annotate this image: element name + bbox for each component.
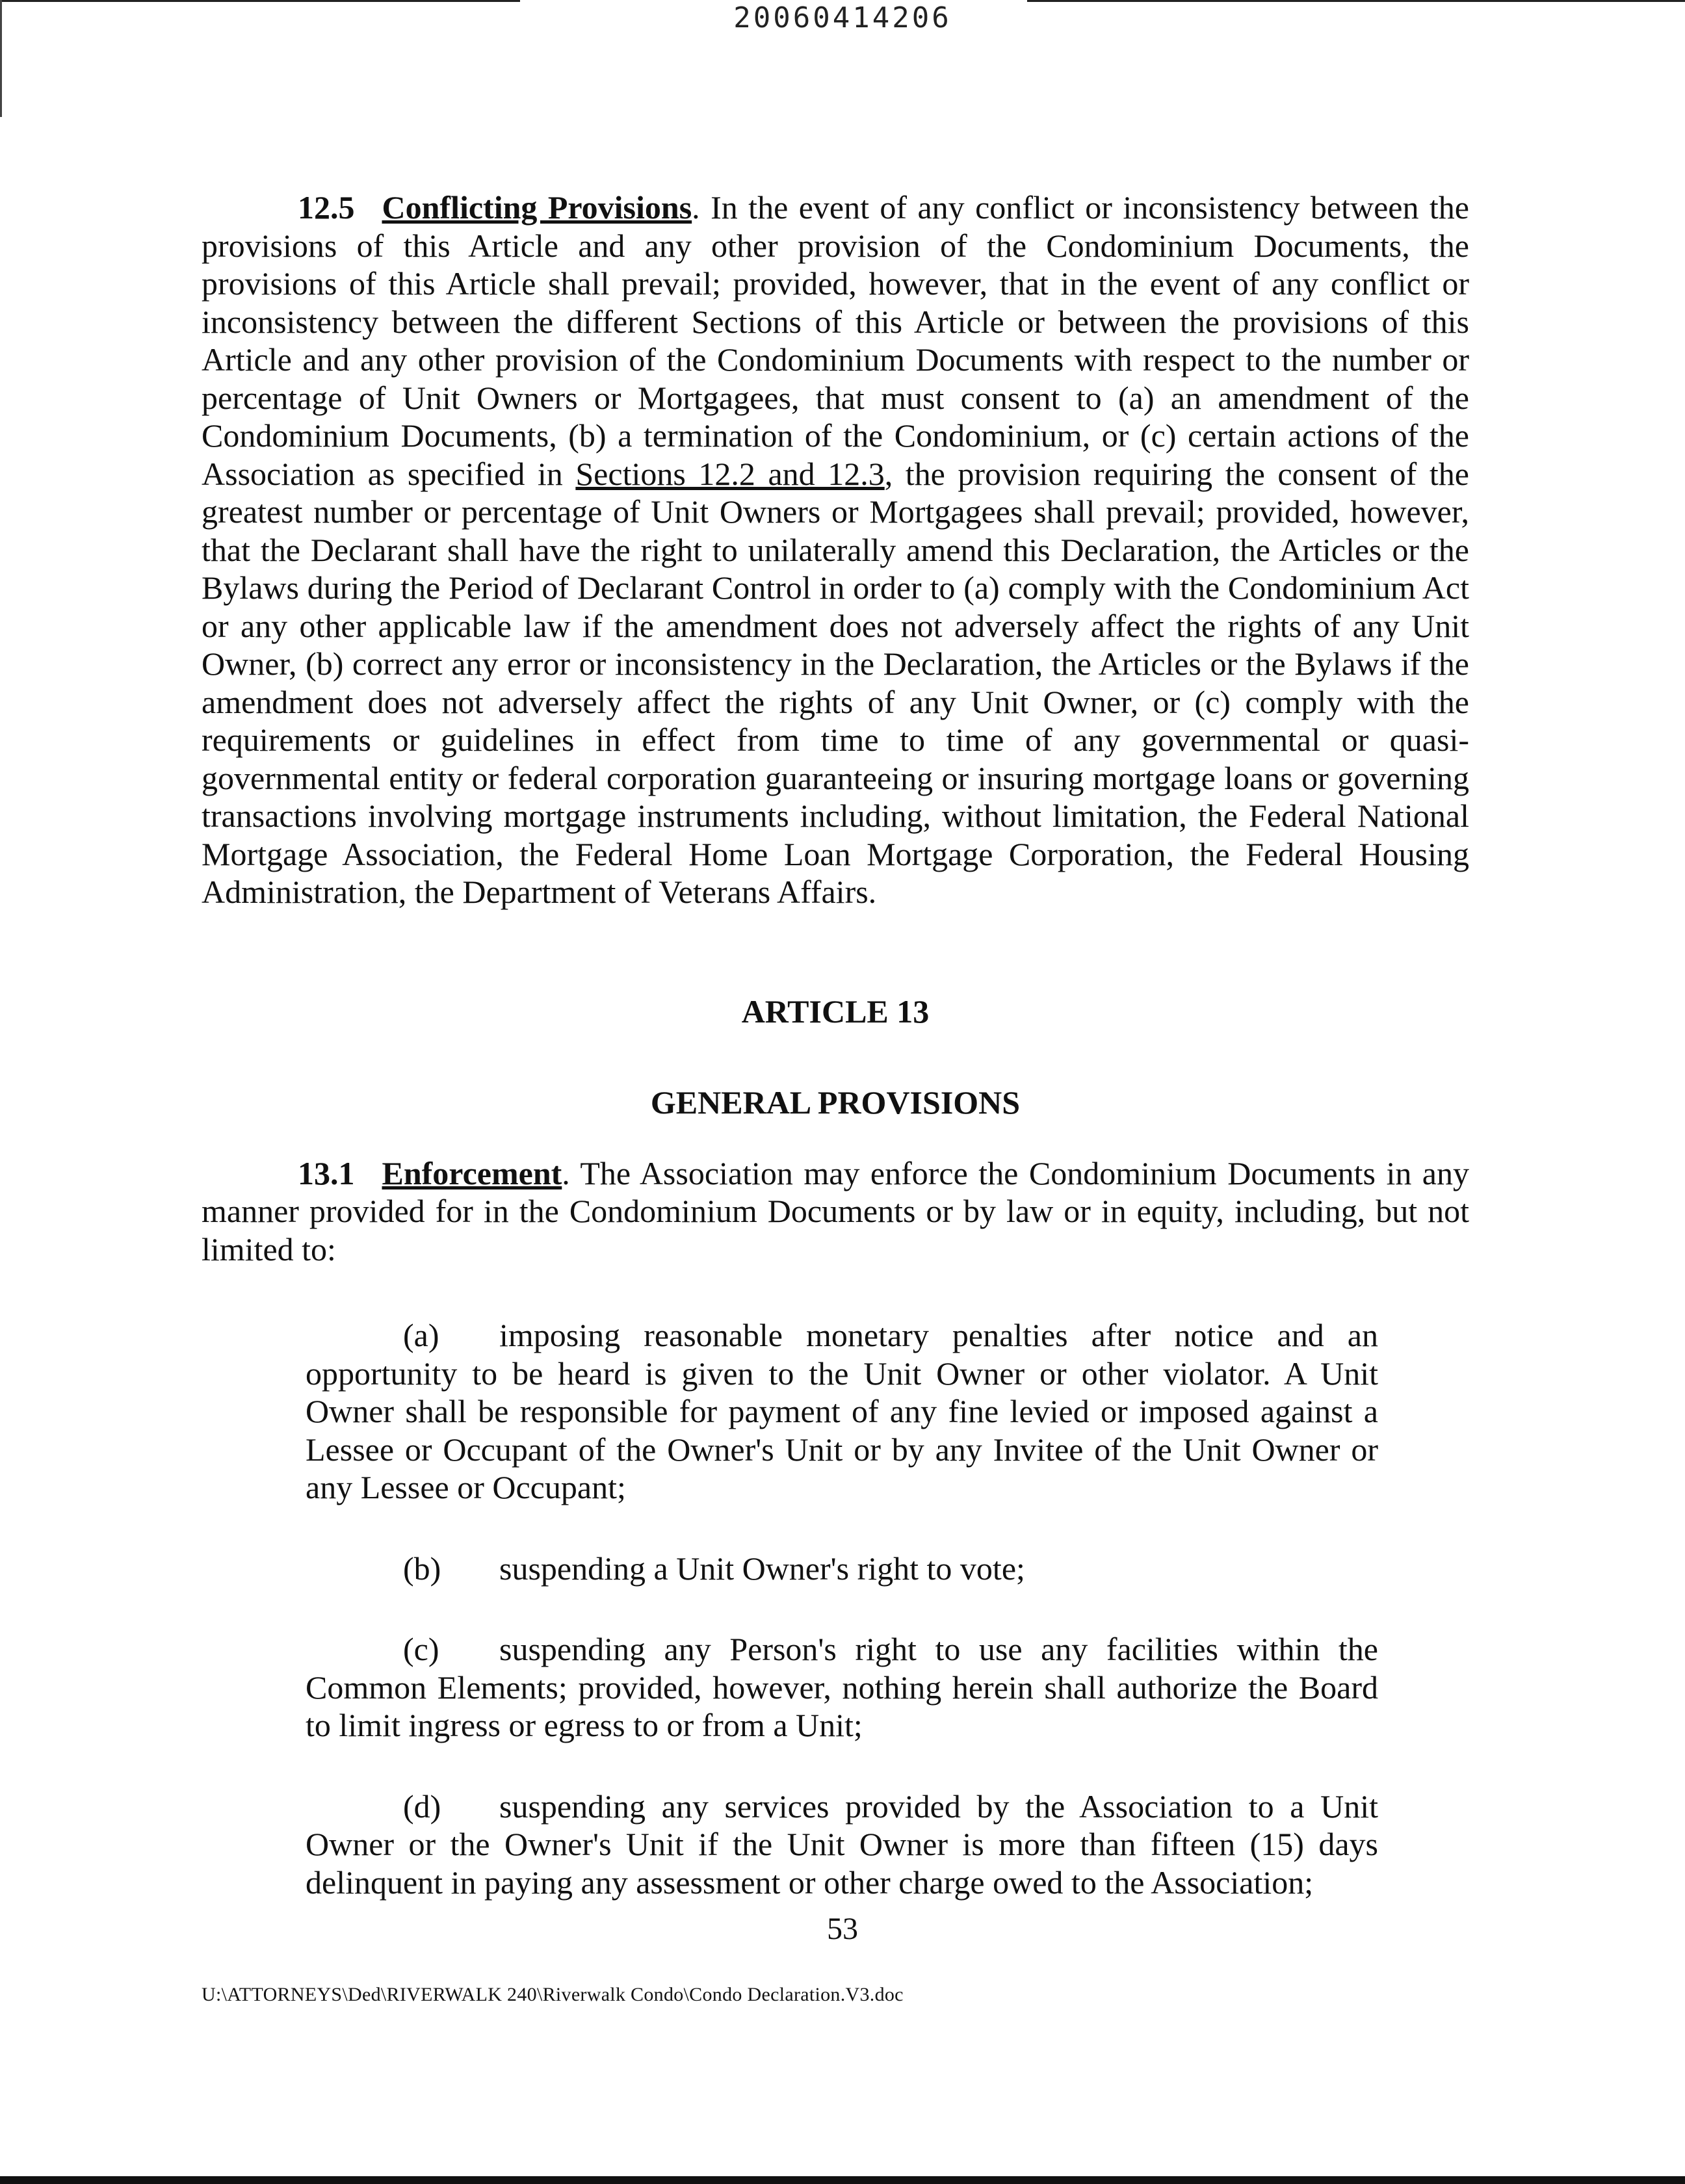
section-12-5	[202, 188, 1469, 911]
item-text: suspending any services provided by the Association to a Unit Owner or the Owner's Unit if the Unit Owner is more than fifteen (15) days delinquent in paying any assessment or other charge owed to the Association;	[306, 1788, 1378, 1901]
sections-reference: Sections 12.2 and 12.3	[575, 455, 885, 492]
item-letter: (c)	[403, 1631, 439, 1667]
page-number: 53	[827, 1912, 858, 1946]
document-number-stamp: 20060414206	[733, 1, 952, 34]
item-letter: (b)	[403, 1550, 441, 1587]
section-title: Enforcement	[382, 1154, 562, 1191]
list-item	[306, 1788, 1378, 1902]
section-number: 12.5	[298, 189, 355, 226]
list-item	[306, 1550, 1378, 1588]
item-text: suspending any Person's right to use any facilities within the Common Elements; provided, however, nothing herein shall authorize the Board to limit ingress or egress to or from a Unit;	[306, 1631, 1378, 1743]
section-number: 13.1	[298, 1154, 355, 1191]
article-heading: ARTICLE 13	[741, 993, 930, 1030]
section-13-1	[202, 1154, 1469, 1269]
article-title: GENERAL PROVISIONS	[650, 1084, 1021, 1121]
page-body	[202, 188, 1469, 1901]
list-item	[306, 1316, 1378, 1507]
list-item	[306, 1630, 1378, 1745]
section-text: . In the event of any conflict or inconsistency between the provisions of this Article and any other provision of the Condominium Documents, the provisions of this Article shall prevail; provided, however, that in the event of any conflict or inconsistency between the different Sections of this Article or between the provisions of this Article and any other provision of the Condominium Documents with respect to the number or percentage of Unit Owners or Mortgagees, that must consent to (a) an amendment of the Condominium Documents, (b) a termination of the Condominium, or (c) certain actions of the Association as specified in	[202, 189, 1470, 492]
scan-edge-bottom	[0, 2176, 1685, 2184]
item-text: suspending a Unit Owner's right to vote;	[499, 1550, 1025, 1587]
file-path-footer: U:\ATTORNEYS\Ded\RIVERWALK 240\Riverwalk Condo\Condo Declaration.V3.doc	[202, 1984, 904, 2005]
item-text: imposing reasonable monetary penalties after notice and an opportunity to be heard is given to the Unit Owner or other violator. A Unit Owner shall be responsible for payment of any fine levied or imposed against a Lessee or Occupant of the Owner's Unit or by any Invitee of the Unit Owner or any Lessee or Occupant;	[306, 1317, 1378, 1505]
section-text-continued: , the provision requiring the consent of the greatest number or percentage of Unit Owners or Mortgagees shall prevail; provided, however, that the Declarant shall have the right to unilaterally amend this Declaration, the Articles or the Bylaws during the Period of Declarant Control in order to (a) comply with the Condominium Act or any other applicable law if the amendment does not adversely affect the rights of any Unit Owner, (b) correct any error or inconsistency in the Declaration, the Articles or the Bylaws if the amendment does not adversely affect the rights of any Unit Owner, or (c) comply with the requirements or guidelines in effect from time to time of any governmental or quasi-governmental entity or federal corporation guaranteeing or insuring mortgage loans or governing transactions involving mortgage instruments including, without limitation, the Federal National Mortgage Association, the Federal Home Loan Mortgage Corporation, the Federal Housing Administration, the Department of Veterans Affairs.	[202, 455, 1469, 910]
item-letter: (a)	[403, 1317, 439, 1353]
section-text: . The Association may enforce the Condominium Documents in any manner provided for in the Condominium Documents or by law or in equity, including, but not limited to:	[202, 1154, 1469, 1268]
item-letter: (d)	[403, 1788, 441, 1825]
section-title: Conflicting Provisions	[382, 189, 692, 226]
